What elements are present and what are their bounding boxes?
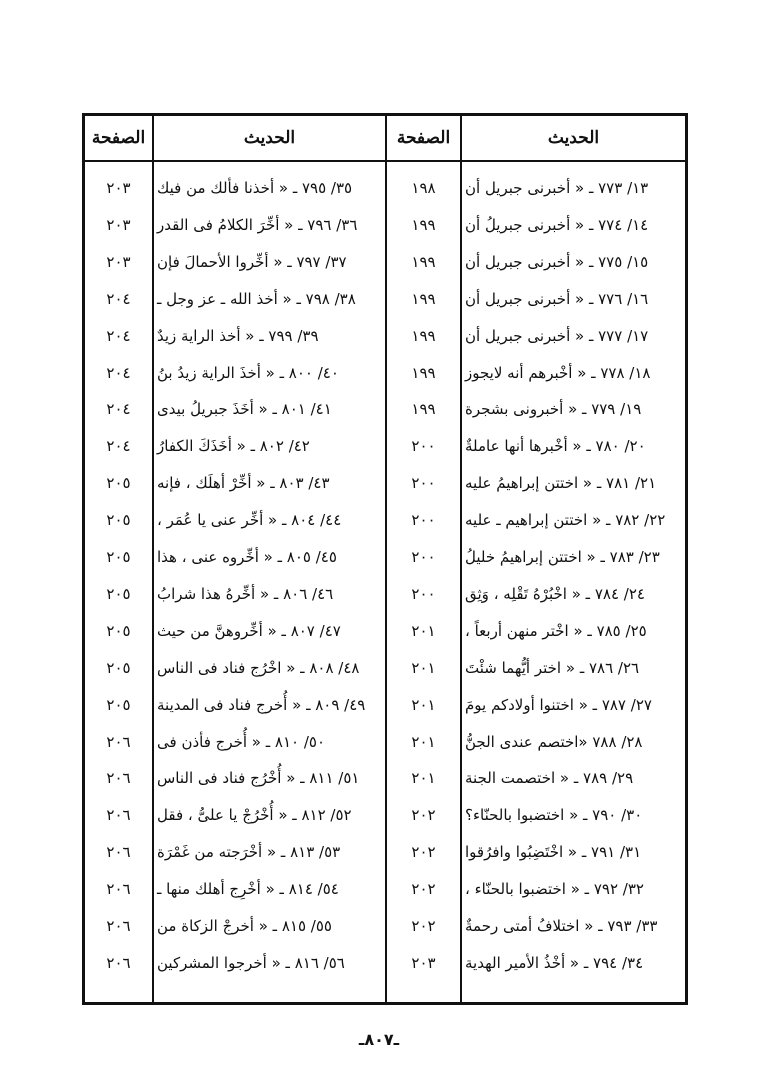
left-hadith-header: الحديث [243, 128, 296, 148]
left-hadith-entry: ٥١/ ٨١١ ـ « أُخْرُج فناد فى الناس [157, 769, 360, 788]
left-page-number: ٢٠٦ [106, 880, 131, 899]
right-hadith-entry: ٢٠/ ٧٨٠ ـ « أخْبرها أنها عاملةٌ [465, 437, 646, 456]
left-hadith-entry: ٤٨/ ٨٠٨ ـ « اخْرُج فناد فى الناس [157, 658, 360, 677]
right-page-number: ١٩٩ [411, 326, 436, 345]
left-page-number: ٢٠٥ [106, 695, 131, 714]
right-page-number: ٢٠٠ [411, 584, 436, 603]
page-number: ـ٨٠٧ـ [358, 1030, 400, 1049]
left-hadith-entry: ٤٥/ ٨٠٥ ـ « أخِّروه عنى ، هذا [157, 548, 337, 566]
right-hadith-entry: ٢٣/ ٧٨٣ ـ « اختتن إبراهيمُ خليلُ [465, 548, 660, 566]
right-hadith-entry: ٢٦/ ٧٨٦ ـ « اختر أيُّهما شئْتَ [465, 658, 640, 677]
left-page-number: ٢٠٦ [106, 953, 131, 972]
left-page-number: ٢٠٥ [106, 511, 131, 530]
right-hadith-entry: ٢٧/ ٧٨٧ ـ « اختنوا أولادكم يومَ [465, 695, 652, 714]
left-page-number: ٢٠٣ [106, 252, 131, 271]
left-hadith-entry: ٥٠/ ٨١٠ ـ « أُخرج فأذن فى [157, 732, 326, 751]
right-hadith-entry: ٣٠/ ٧٩٠ ـ « اختضبوا بالحنّاء؟ [465, 806, 643, 825]
left-hadith-entry: ٣٦/ ٧٩٦ ـ « أخِّرَ الكلامُ فى القدر [157, 215, 358, 234]
right-page-number: ٢٠٠ [411, 474, 436, 493]
left-hadith-entry: ٥٥/ ٨١٥ ـ « أخرجْ الزكاة من [157, 917, 332, 935]
right-page-number: ١٩٩ [411, 363, 436, 382]
left-page-number: ٢٠٥ [106, 658, 131, 677]
right-hadith-entry: ١٩/ ٧٧٩ ـ « أخبرونى بشجرة [465, 400, 642, 419]
right-page-number: ١٩٩ [411, 400, 436, 419]
left-page-number: ٢٠٥ [106, 474, 131, 493]
left-page-number: ٢٠٥ [106, 621, 131, 640]
right-hadith-entry: ٣١/ ٧٩١ ـ « اخْتَضِبُوا وافرُقوا [465, 843, 642, 862]
header-divider [85, 160, 685, 162]
right-page-number: ٢٠٢ [411, 917, 436, 935]
left-hadith-entry: ٤٩/ ٨٠٩ ـ « أُخرج فناد فى المدينة [157, 695, 366, 714]
left-page-number: ٢٠٤ [106, 363, 131, 382]
left-page-number: ٢٠٤ [106, 437, 131, 456]
right-page-number: ٢٠٢ [411, 843, 436, 862]
left-page-number: ٢٠٦ [106, 806, 131, 825]
right-hadith-entry: ١٨/ ٧٧٨ ـ « أخْبرهم أنه لايجوز [465, 363, 651, 382]
left-hadith-entry: ٤٢/ ٨٠٢ ـ « أخَذَكَ الكفارُ [157, 437, 310, 456]
right-page-number: ٢٠٣ [411, 953, 436, 972]
left-hadith-entry: ٤١/ ٨٠١ ـ « أخَذَ جبريلُ بيدى [157, 400, 332, 419]
left-hadith-entry: ٤٦/ ٨٠٦ ـ « أخِّرهُ هذا شرابُ [157, 584, 334, 603]
right-page-number: ٢٠٢ [411, 806, 436, 825]
right-hadith-entry: ٢٨/ ٧٨٨ «اختصم عندى الجنُّ [465, 732, 643, 751]
left-page-header: الصفحة [91, 128, 146, 148]
right-hadith-entry: ١٧/ ٧٧٧ ـ « أخبرنى جبريل أن [465, 326, 649, 345]
right-hadith-header: الحديث [547, 128, 600, 148]
right-page-number: ٢٠٢ [411, 880, 436, 899]
left-page-number: ٢٠٦ [106, 769, 131, 788]
right-hadith-entry: ٣٢/ ٧٩٢ ـ « اختضبوا بالحنّاء ، [465, 880, 644, 899]
right-page-number: ٢٠١ [411, 732, 436, 751]
left-hadith-entry: ٣٩/ ٧٩٩ ـ « أخذ الراية زيدٌ [157, 326, 319, 345]
left-page-number: ٢٠٣ [106, 215, 131, 234]
left-page-number: ٢٠٤ [106, 326, 131, 345]
right-hadith-entry: ١٥/ ٧٧٥ ـ « أخبرنى جبريل أن [465, 252, 649, 271]
right-page-number: ٢٠١ [411, 621, 436, 640]
right-page-number: ٢٠١ [411, 769, 436, 788]
right-page-number: ١٩٩ [411, 252, 436, 271]
right-hadith-entry: ١٦/ ٧٧٦ ـ « أخبرنى جبريل أن [465, 289, 649, 308]
left-page-number: ٢٠٣ [106, 179, 131, 197]
right-hadith-entry: ٢٩/ ٧٨٩ ـ « اختصمت الجنة [465, 769, 634, 788]
right-hadith-entry: ٢٥/ ٧٨٥ ـ « اخْتر منهن أربعاً ، [465, 621, 647, 640]
left-page-number: ٢٠٤ [106, 400, 131, 419]
right-page-number: ٢٠٠ [411, 511, 436, 530]
right-page-number: ٢٠١ [411, 658, 436, 677]
left-hadith-entry: ٥٦/ ٨١٦ ـ « أخرجوا المشركين [157, 953, 345, 972]
column-divider [460, 116, 462, 1002]
right-page-header: الصفحة [396, 128, 451, 148]
left-hadith-entry: ٥٤/ ٨١٤ ـ « أخْرِج أهلك منها ـ [157, 880, 339, 899]
right-page-number: ١٩٨ [411, 179, 436, 197]
right-page-number: ٢٠٠ [411, 437, 436, 456]
right-page-number: ٢٠١ [411, 695, 436, 714]
left-hadith-entry: ٣٥/ ٧٩٥ ـ « أخذنا فألك من فيك [157, 179, 353, 197]
right-hadith-entry: ٣٣/ ٧٩٣ ـ « اختلافُ أمتى رحمةٌ [465, 917, 658, 935]
left-hadith-entry: ٤٣/ ٨٠٣ ـ « أخِّرْ أهلَك ، فإنه [157, 474, 330, 493]
left-page-number: ٢٠٦ [106, 843, 131, 862]
left-hadith-entry: ٤٠/ ٨٠٠ ـ « أخذَ الراية زيدُ بنُ [157, 363, 339, 382]
right-hadith-entry: ١٣/ ٧٧٣ ـ « أخبرنى جبريل أن [465, 179, 649, 197]
left-page-number: ٢٠٤ [106, 289, 131, 308]
left-hadith-entry: ٥٣/ ٨١٣ ـ « أخْرَجته من غَمْرَة [157, 843, 341, 862]
left-hadith-entry: ٤٤/ ٨٠٤ ـ « أخِّر عنى يا عُمَر ، [157, 511, 342, 530]
left-hadith-entry: ٣٨/ ٧٩٨ ـ « أخذ الله ـ عز وجل ـ [157, 289, 356, 308]
left-page-number: ٢٠٦ [106, 732, 131, 751]
right-page-number: ٢٠٠ [411, 548, 436, 566]
right-hadith-entry: ٢٤/ ٧٨٤ ـ « اخْبُرْهُ تَقْلِه ، وَثِق [465, 584, 645, 603]
left-page-number: ٢٠٦ [106, 917, 131, 935]
column-divider [152, 116, 154, 1002]
index-table [82, 113, 688, 1005]
left-page-number: ٢٠٥ [106, 584, 131, 603]
right-hadith-entry: ٢١/ ٧٨١ ـ « اختتن إبراهيمُ عليه [465, 474, 657, 493]
left-hadith-entry: ٤٧/ ٨٠٧ ـ « أخِّروهنَّ من حيث [157, 621, 341, 640]
left-hadith-entry: ٣٧/ ٧٩٧ ـ « أخِّروا الأحمالَ فإن [157, 252, 347, 271]
left-page-number: ٢٠٥ [106, 548, 131, 566]
right-page-number: ١٩٩ [411, 289, 436, 308]
left-hadith-entry: ٥٢/ ٨١٢ ـ « أُخْرُجْ يا علىُّ ، فقل [157, 806, 352, 825]
right-page-number: ١٩٩ [411, 215, 436, 234]
right-hadith-entry: ٢٢/ ٧٨٢ ـ « اختتن إبراهيم ـ عليه [465, 511, 666, 530]
right-hadith-entry: ٣٤/ ٧٩٤ ـ « أخْذُ الأمير الهدية [465, 953, 644, 972]
right-hadith-entry: ١٤/ ٧٧٤ ـ « أخبرنى جبريلُ أن [465, 215, 649, 234]
